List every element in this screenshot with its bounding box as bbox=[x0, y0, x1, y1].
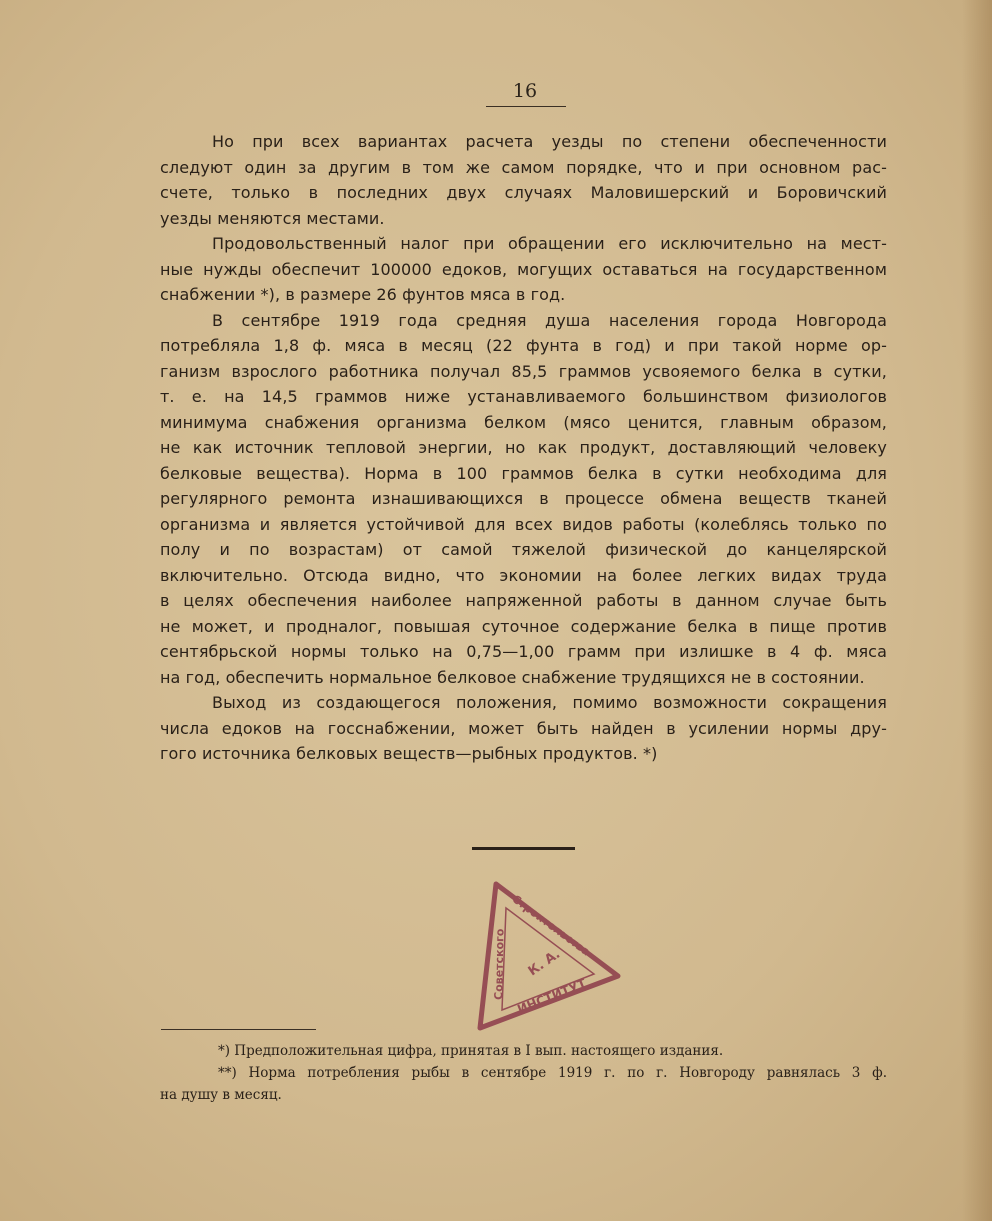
text-line: т. е. на 14,5 граммов ниже устанавливаемого большинством физиологов bbox=[160, 387, 887, 406]
stamp-text-center: К. А. bbox=[525, 946, 564, 980]
text-line: организма и является устойчивой для всех видов работы (колеблясь только по bbox=[160, 514, 887, 534]
text-line: на год, обеспечить нормальное белковое снабжение трудящихся не в состоянии. bbox=[160, 667, 865, 687]
text-line: числа едоков на госснабжении, может быть найден в усилении нормы дру- bbox=[160, 718, 887, 738]
text-line: Выход из создающегося положения, помимо возможности сокращения bbox=[212, 693, 887, 712]
text-line: минимума снабжения организма белком (мясо ценится, главным образом, bbox=[160, 412, 887, 432]
paragraph-2 bbox=[160, 231, 887, 308]
paragraph-1 bbox=[160, 129, 887, 231]
footnote-2: **) Норма потребления рыбы в сентябре 1919 г. по г. Новгороду равнялась 3 ф. bbox=[218, 1065, 887, 1081]
closing-rule bbox=[472, 847, 575, 850]
text-line: В сентябре 1919 года средняя душа населения города Новгорода bbox=[212, 310, 887, 330]
footnote-1: *) Предположительная цифра, принятая в I вып. настоящего издания. bbox=[218, 1043, 724, 1059]
footnotes bbox=[160, 1040, 887, 1106]
text-line: ганизм взрослого работника получал 85,5 граммов усвояемого белка в сутки, bbox=[160, 361, 887, 381]
page-edge-shadow bbox=[962, 0, 992, 1221]
main-text bbox=[160, 129, 887, 767]
text-line: сентябрьской нормы только на 0,75—1,00 грамм при излишке в 4 ф. мяса bbox=[160, 642, 887, 661]
text-line: не как источник тепловой энергии, но как продукт, доставляющий человеку bbox=[160, 438, 887, 457]
text-line: Но при всех вариантах расчета уезды по степени обеспеченности bbox=[212, 132, 887, 151]
stamp-text-left: Советского bbox=[492, 928, 507, 1001]
text-line: полу и по возрастам) от самой тяжелой физической до канцелярской bbox=[160, 540, 887, 559]
text-line: не может, и продналог, повышая суточное содержание белка в пище против bbox=[160, 616, 887, 636]
text-line: регулярного ремонта изнашивающихся в процессе обмена веществ тканей bbox=[160, 489, 887, 508]
text-line: Продовольственный налог при обращении его исключительно на мест- bbox=[212, 234, 887, 253]
paragraph-4 bbox=[160, 690, 887, 767]
footnote-2-continuation: на душу в месяц. bbox=[160, 1087, 282, 1103]
text-line: в целях обеспечения наиболее напряженной работы в данном случае быть bbox=[160, 591, 887, 610]
text-line: белковые вещества). Норма в 100 граммов белка в сутки необходима для bbox=[160, 463, 887, 483]
text-line: снабжении *), в размере 26 фунтов мяса в год. bbox=[160, 285, 566, 304]
text-line: гого источника белковых веществ—рыбных продуктов. *) bbox=[160, 744, 658, 763]
text-line: ные нужды обеспечит 100000 едоков, могущих оставаться на государственном bbox=[160, 259, 887, 279]
text-line: следуют один за другим в том же самом порядке, что и при основном рас- bbox=[160, 157, 887, 177]
text-line: счете, только в последних двух случаях Маловишерский и Боровичский bbox=[160, 183, 887, 202]
stamp-text-bottom: ИНСТИТУТ bbox=[515, 975, 589, 1017]
stamp-text-top: Строительства bbox=[509, 892, 593, 959]
text-line: включительно. Отсюда видно, что экономии на более легких видах труда bbox=[160, 565, 887, 585]
footnote-rule bbox=[161, 1029, 316, 1030]
text-line: уезды меняются местами. bbox=[160, 208, 385, 228]
page-number-rule bbox=[486, 106, 566, 107]
paragraph-3 bbox=[160, 308, 887, 691]
institute-stamp bbox=[472, 876, 632, 1036]
text-line: потребляла 1,8 ф. мяса в месяц (22 фунта в год) и при такой норме ор- bbox=[160, 336, 887, 355]
page-number: 16 bbox=[512, 80, 538, 102]
